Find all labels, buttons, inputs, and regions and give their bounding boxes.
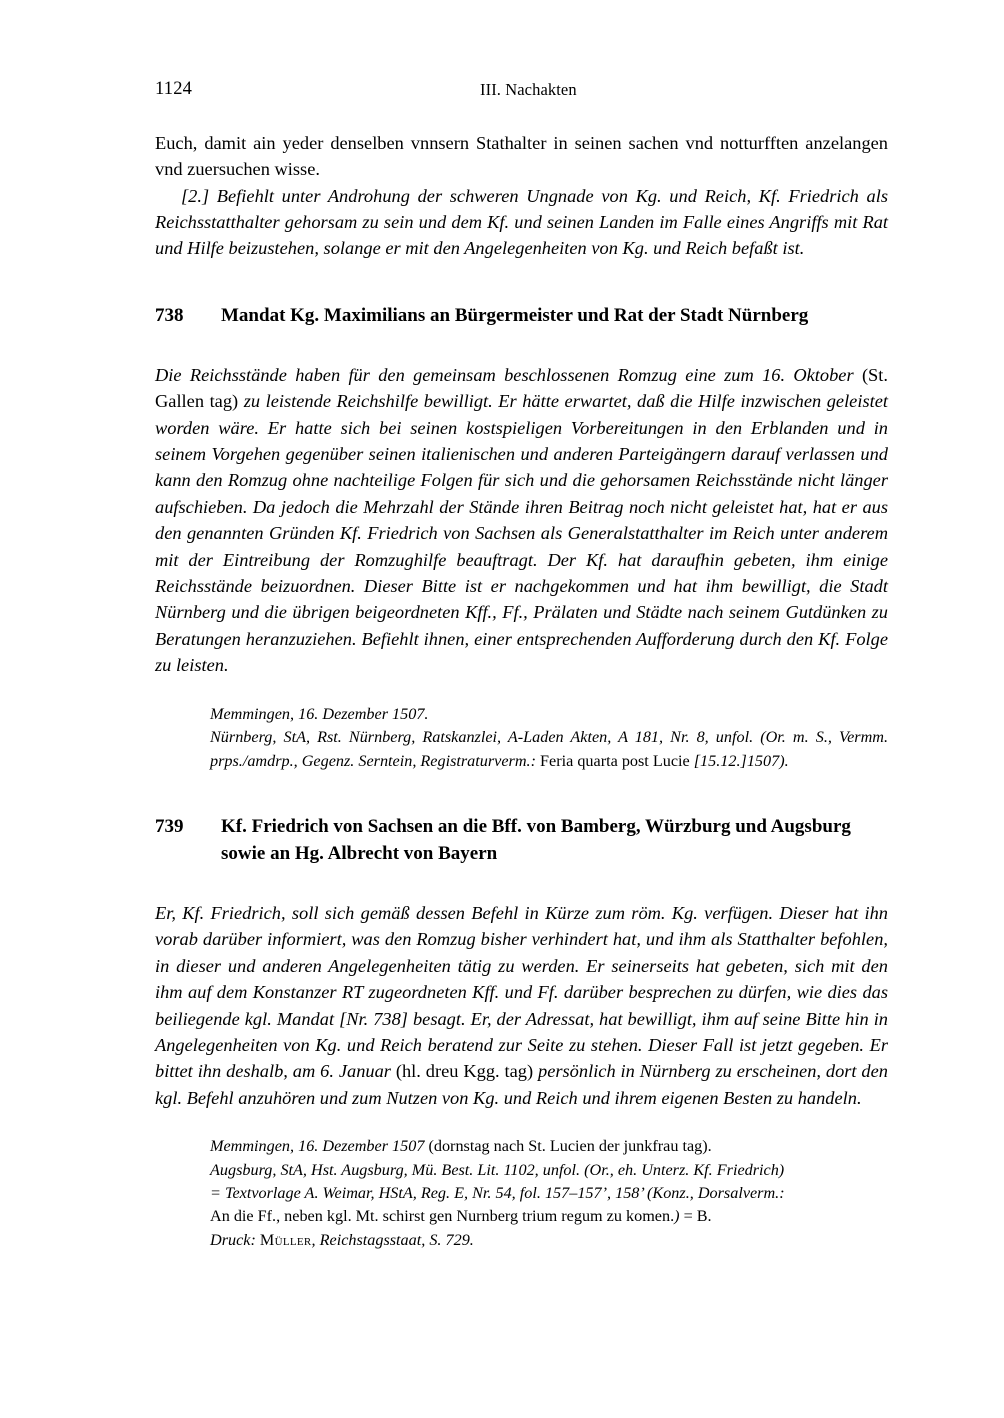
apparatus-739-date-italic: Memmingen, 16. Dezember 1507 <box>210 1137 425 1156</box>
entry-number-738: 738 <box>155 304 184 326</box>
entry-apparatus-738 <box>210 703 888 773</box>
apparatus-738-source-tail: [15.12.]1507). <box>693 751 789 770</box>
apparatus-739-druck-label: Druck: <box>210 1230 256 1249</box>
entry-title-739: Kf. Friedrich von Sachsen an die Bff. von Bamberg, Würzburg und Augsburg sowie an Hg. Albrecht von Bayern <box>221 815 851 864</box>
entry-title-738: Mandat Kg. Maximilians an Bürgermeister und Rat der Stadt Nürnberg <box>221 304 809 326</box>
apparatus-739-druck-author: Müller <box>259 1230 312 1249</box>
apparatus-739-source-line2: = Textvorlage A. Weimar, HStA, Reg. E, Nr. 54, fol. 157–157’, 158’ (Konz., Dorsalverm.: <box>210 1183 785 1202</box>
apparatus-738-source <box>210 726 888 773</box>
entry-heading-738 <box>155 302 888 329</box>
running-head <box>155 78 884 100</box>
entry-regest-739 <box>155 900 888 1111</box>
entry-heading-739 <box>155 813 888 867</box>
apparatus-739-date <box>210 1135 888 1158</box>
regest-739-roman-date: (hl. dreu Kgg. tag) <box>395 1061 534 1082</box>
apparatus-739-siglum: = B. <box>683 1207 712 1226</box>
regest-738-part1: Die Reichsstände haben für den gemeinsam beschlossenen Romzug eine zum 16. Oktober <box>155 364 854 385</box>
running-head-title: III. Nachakten <box>480 80 577 99</box>
apparatus-738-source-roman: Feria quarta post Lucie <box>540 751 690 770</box>
apparatus-738-source-italic: Nürnberg, StA, Rst. Nürnberg, Ratskanzlei, A-Laden Akten, A 181, Nr. 8, unfol. (Or. m. S., Vermm. prps./amdrp., Gegenz. Serntein, Registraturverm.: <box>210 728 888 770</box>
continued-source-text: Euch, damit ain yeder denselben vnnsern Stathalter in seinen sachen vnd notturfften anzelangen vnd zuersuchen wisse. <box>155 133 888 180</box>
apparatus-738-date: Memmingen, 16. Dezember 1507. <box>210 704 429 723</box>
apparatus-739-dorsal-note: An die Ff., neben kgl. Mt. schirst gen Nurnberg trium regum zu komen. <box>210 1207 675 1226</box>
regest-738-roman-date: (St. Gallen tag) <box>155 364 888 412</box>
apparatus-739-source-line3 <box>210 1205 888 1228</box>
continued-summary-item: [2.] Befiehlt unter Androhung der schweren Ungnade von Kg. und Reich, Kf. Friedrich als Reichsstatthalter gehorsam zu sein und dem Kf. und seinen Landen im Falle eines Angriffs mit Rat und Hilfe beizustehen, solange er mit den Angelegenheiten von Kg. und Reich befaßt ist. <box>155 185 888 259</box>
entry-number-739: 739 <box>155 815 184 837</box>
entry-apparatus-739 <box>210 1135 888 1252</box>
apparatus-739-druck-rest: , Reichstagsstaat, S. 729. <box>311 1230 474 1249</box>
apparatus-739-druck <box>210 1229 888 1252</box>
apparatus-739-date-roman: (dornstag nach St. Lucien der junkfrau tag). <box>428 1137 712 1156</box>
regest-739-part2: persönlich in Nürnberg zu erscheinen, dort den kgl. Befehl anzuhören und zum Nutzen von Kg. und Reich und ihrem eigenen Besten zu handeln. <box>155 1061 888 1108</box>
apparatus-739-paren-close: ) <box>674 1207 680 1226</box>
regest-738-part2: zu leistende Reichshilfe bewilligt. Er hätte erwartet, daß die Hilfe inzwischen geleistet worden wäre. Er hatte sich bei seinen kostspieligen Vorbereitungen in den Erblanden und in seinem Vorgehen gegenüber seinen italienischen und anderen Parteigängern darauf verlassen und kann den Romzug ohne nachteilige Folgen für sich und die gehorsamen Reichsstände nicht länger aufschieben. Da jedoch die Mehrzahl der Stände ihren Beitrag noch nicht geleistet hat, hat er aus den genannten Gründen Kf. Friedrich von Sachsen als Generalstatthalter im Reich unter anderem mit der Eintreibung der Romzughilfe beauftragt. Der Kf. hat daraufhin gebeten, ihm einige Reichsstände beizuordnen. Dieser Bitte ist er nachgekommen und hat ihm bewilligt, die Stadt Nürnberg und die übrigen beigeordneten Kff., Ff., Prälaten und Städte nach seinem Gutdünken zu Beratungen heranzuziehen. Befiehlt ihnen, einer entsprechenden Aufforderung durch den Kf. Folge zu leisten. <box>155 391 888 676</box>
page-number: 1124 <box>155 79 193 99</box>
apparatus-739-source-line1: Augsburg, StA, Hst. Augsburg, Mü. Best. Lit. 1102, unfol. (Or., eh. Unterz. Kf. Friedrich) <box>210 1160 785 1179</box>
entry-regest-738 <box>155 362 888 679</box>
regest-739-part1: Er, Kf. Friedrich, soll sich gemäß dessen Befehl in Kürze zum röm. Kg. verfügen. Dieser hat ihn vorab darüber informiert, was den Romzug bisher verhindert hat, und ihm als Statthalter befohlen, in dieser und anderen Angelegenheiten tätig zu werden. Er seinerseits hat gebeten, sich mit den ihm auf dem Konstanzer RT zugeordneten Kff. und Ff. darüber besprechen zu dürfen, wie dies das beiliegende kgl. Mandat [Nr. 738] besagt. Er, der Adressat, hat bewilligt, ihm auf seine Bitte hin in Angelegenheiten von Kg. und Reich beratend zur Seite zu stehen. Dieser Fall ist jetzt gegeben. Er bittet ihn deshalb, am 6. Januar <box>155 902 888 1082</box>
